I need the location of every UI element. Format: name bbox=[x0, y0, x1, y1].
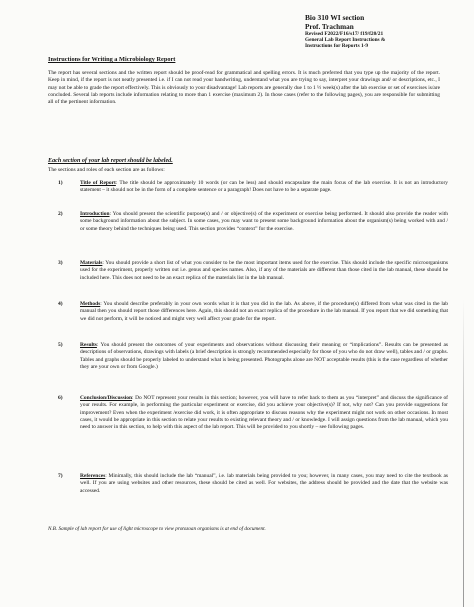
header-block bbox=[305, 14, 465, 49]
scan-artifact-line bbox=[463, 300, 464, 607]
list-item-number: 2) bbox=[58, 211, 63, 217]
sections-subheading: The sections and roles of each section are as follows: bbox=[48, 167, 165, 173]
list-item-text: : You should describe preferably in your own words what it is that you did in the lab. As above, if the procedure(s) differed from what was cited in the lab manual then you should report those differences here. Again, this should not an exact replica of the procedure in the lab manual. If you report that we did something that we did not perform, it will be noticed and might very well affect your grade for the report. bbox=[80, 301, 448, 322]
list-item-text: : You should provide a short list of what you consider to be the most important items used for the exercise. This should include the specific microorganisms used for the experiment, properly written out i.e. genus and species names. Also, if any of the materials are different than those cited in the lab manual, these should be included here. This does not need to be an exact replica of the materials list in the lab manual. bbox=[80, 260, 448, 281]
document-subtitle-2: Instructions for Reports 1-9 bbox=[305, 43, 369, 50]
professor-name: Prof. Trachman bbox=[305, 22, 354, 31]
list-item-number: 1) bbox=[58, 180, 63, 186]
list-item-title: Conclusion/Discussion bbox=[80, 395, 132, 401]
list-item-text: : The title should be approximately 10 words (or can be less) and should encapsulate the main focus of the lab exercise. It is not an introductory statement – it should not be in the form of a complete sentence or a paragraph! Does not have to be a separate page. bbox=[80, 180, 448, 194]
list-item-title: Introduction bbox=[80, 211, 110, 217]
list-item-title: Materials bbox=[80, 260, 103, 266]
footnote: N.B. Sample of lab report for use of light microscope to view protozoan organisms is at end of document. bbox=[48, 526, 266, 532]
list-item-text: : Minimally, this should include the lab “manual”, i.e. lab materials being provided to you; however, in many cases, you may need to cite the textbook as well. If you are using websites and other resources, these should be cited as well. For websites, the address should be provided and the date that the website was accessed. bbox=[80, 473, 448, 494]
list-item-number: 6) bbox=[58, 395, 63, 401]
page-title: Instructions for Writing a Microbiology Report bbox=[48, 56, 176, 63]
list-item-number: 4) bbox=[58, 301, 63, 307]
list-item-body bbox=[80, 211, 448, 233]
list-item-number: 5) bbox=[58, 342, 63, 348]
list-item-title: Results bbox=[80, 342, 97, 348]
list-item-body bbox=[80, 342, 448, 371]
revision-note: Revised F2022/F16/s17/ f19/f20/21 bbox=[305, 30, 384, 37]
list-item-text: : Do NOT represent your results in this section; however, you will have to refer back to them as you “interpret” and discuss the significance of your results. For example, in performing the particular experiment or exercise, did you achieve your objective(s)? If not, why not? Can you provide suggestions for improvement? Even when the experiment /exercise did work, it is often appropriate to discuss reasons why the experiment might not work on other occasions. In most cases, it would be appropriate in this section to relate your results to existing relevant theory and / or knowledge. I will assign questions from the lab manual, which you need to answer in this section, to help with this aspect of the lab report. This will be provided to you shortly – see following pages. bbox=[80, 395, 448, 430]
list-item-body bbox=[80, 395, 448, 431]
document-subtitle-1: General Lab Report Instructions & bbox=[305, 37, 386, 43]
list-item-body bbox=[80, 260, 448, 282]
list-item-title: Methods bbox=[80, 301, 101, 307]
list-item-text: : You should present the outcomes of your experiments and observations without discussing their meaning or “implications”. Results can be presented as descriptions of observations, drawings with labels (a brief description is strongly recommended especially for those of you who do not draw well), tables and / or graphs. Tables and graphs should be properly labeled to understand what is being presented. Photographs alone are NOT acceptable results (this is the case regardless of whether they are your own or from Google.) bbox=[80, 342, 449, 370]
list-item-body bbox=[80, 473, 448, 495]
list-item-text: : You should present the scientific purpose(s) and / or objective(s) of the experiment or exercise being performed. It should also provide the reader with some background information about the subject. In some cases, you may want to present some background information about the organism(s) being worked with and / or some theory behind the techniques being used. This section provides “context” for the exercise. bbox=[80, 211, 448, 232]
intro-paragraph: The report has several sections and the written report should be proof-read for grammatical and spelling errors. It is much preferred that you type up the majority of the report. Keep in mind, if the report is not neatly presented i.e. if I can not read your handwriting, understand what you are trying to say, interpret your drawings and/ or descriptions, etc., I may not be able to grade the report effectively. This is obviously to your disadvantage! Lab reports are generally due 1 to 1 ½ week(s) after the lab exercise or set of exercises is/are concluded. Several lab reports include information relating to more than 1 exercise (maximum 2). In those cases (refer to the following pages), you are responsible for submitting all of the pertinent information. bbox=[48, 70, 440, 105]
list-item-body bbox=[80, 180, 448, 195]
list-item-title: References bbox=[80, 473, 106, 479]
list-item-title: Title of Report bbox=[80, 180, 116, 186]
course-title: Bio 310 WI section bbox=[305, 13, 365, 22]
list-item-number: 3) bbox=[58, 260, 63, 266]
list-item-number: 7) bbox=[58, 473, 63, 479]
sections-heading: Each section of your lab report should be labeled. bbox=[48, 158, 173, 164]
list-item-body bbox=[80, 301, 448, 323]
